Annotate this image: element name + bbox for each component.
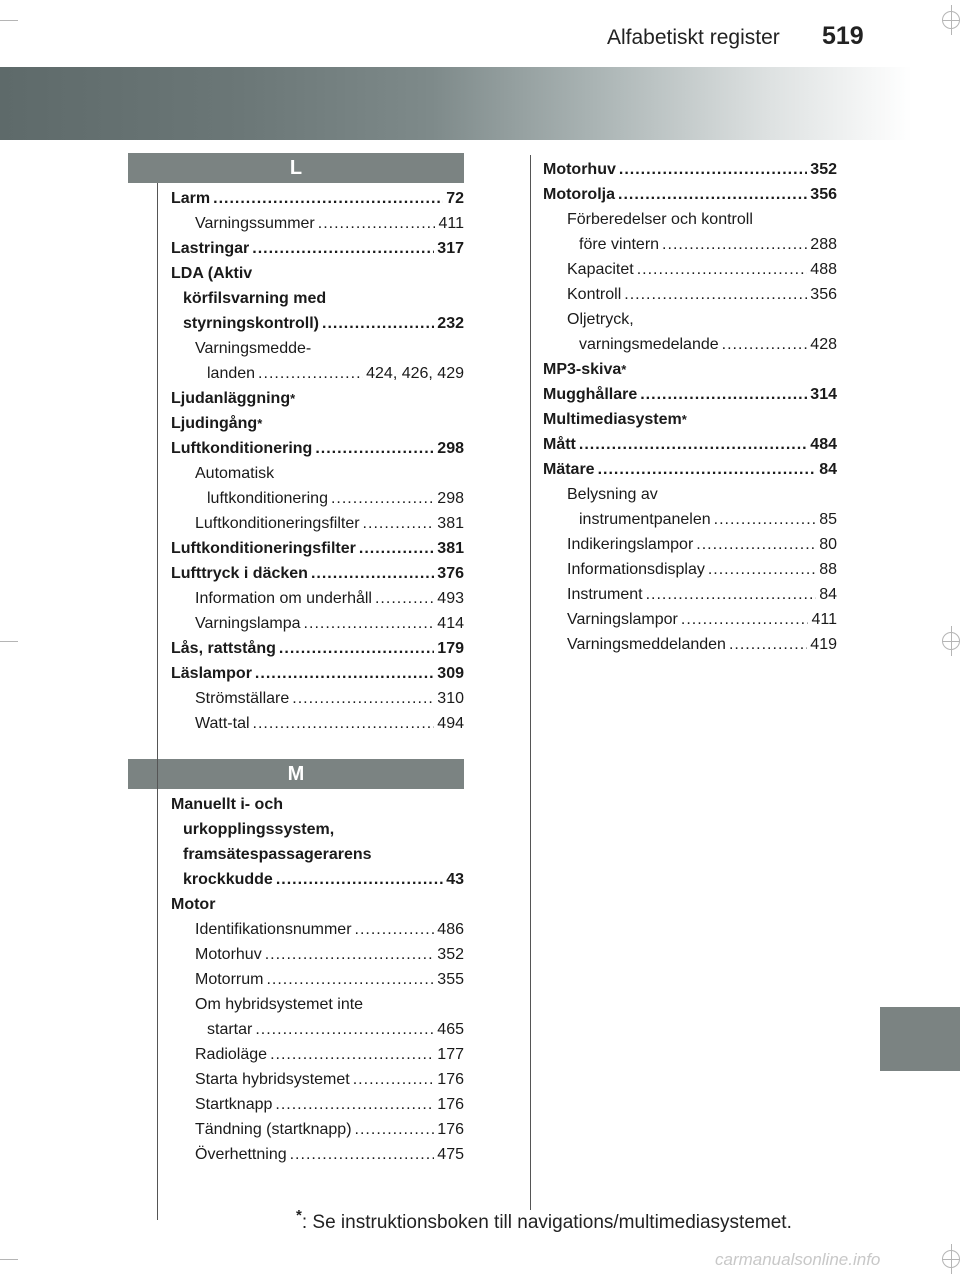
index-entry [543, 457, 837, 482]
index-entry-page: 486 [437, 921, 464, 938]
index-entry-term: Lås, rattstång [171, 640, 276, 657]
index-entry-term: varningsmedelande [579, 336, 719, 353]
index-entry-term: Läslampor [171, 665, 252, 682]
index-entry-term: körfilsvarning med [183, 290, 327, 307]
index-entry [171, 792, 464, 817]
dot-leader [640, 382, 807, 407]
dot-leader [318, 211, 436, 236]
index-entry [543, 482, 837, 507]
index-entry-page: 381 [437, 515, 464, 532]
index-entry [171, 942, 464, 967]
header-banner [0, 67, 960, 140]
dot-leader [355, 917, 435, 942]
index-entry: MP3-skiva * [543, 357, 837, 382]
index-entry [171, 336, 464, 361]
index-entry [543, 582, 837, 607]
index-entry-page: 484 [810, 436, 837, 453]
index-entry [171, 661, 464, 686]
index-entry-page: 84 [819, 461, 837, 478]
index-entry [171, 867, 464, 892]
crop-mark [0, 1259, 18, 1260]
index-entry-term: Automatisk [195, 465, 275, 482]
index-entry [171, 311, 464, 336]
index-entry-page: 424, 426, 429 [366, 365, 464, 382]
index-entry-term: Förberedelser och kontroll [567, 211, 753, 228]
index-entry-page: 85 [819, 511, 837, 528]
index-entry-page: 80 [819, 536, 837, 553]
dot-leader [265, 942, 435, 967]
index-entry [171, 186, 464, 211]
index-entry-page: 465 [437, 1021, 464, 1038]
index-entry-page: 381 [437, 540, 464, 557]
index-entry-term: luftkonditionering [207, 490, 328, 507]
dot-leader [624, 282, 807, 307]
index-entry [171, 636, 464, 661]
index-entry [171, 486, 464, 511]
index-entry-term: krockkudde [183, 871, 273, 888]
dot-leader [619, 157, 807, 182]
index-entry-term: Tändning (startknapp) [195, 1121, 352, 1138]
index-entry-page: 176 [437, 1121, 464, 1138]
dot-leader [213, 186, 443, 211]
index-entry-term: Varningssummer [195, 215, 315, 232]
dot-leader [322, 311, 434, 336]
index-entry [543, 557, 837, 582]
footnote-asterisk: * [296, 1207, 302, 1224]
index-entry [543, 232, 837, 257]
index-entry-term: Information om underhåll [195, 590, 372, 607]
index-entry-page: 179 [437, 640, 464, 657]
index-entry-term: Luftkonditionering [171, 440, 313, 457]
index-entry-term: Varningslampor [567, 611, 678, 628]
index-entry [171, 211, 464, 236]
index-entry-page: 310 [437, 690, 464, 707]
dot-leader [292, 686, 434, 711]
index-entry-term: Om hybridsystemet inte [195, 996, 364, 1013]
index-entry-term: framsätespassagerarens [183, 846, 372, 863]
index-entry-term: Multimediasystem [543, 411, 682, 428]
index-entry-page: 72 [446, 190, 464, 207]
dot-leader [253, 711, 435, 736]
index-entry-page: 411 [811, 611, 837, 628]
index-entry-term: Lufttryck i däcken [171, 565, 308, 582]
index-entry-page: 376 [437, 565, 464, 582]
index-entry-term: Luftkonditioneringsfilter [171, 540, 356, 557]
index-entry [171, 1117, 464, 1142]
index-entry [171, 686, 464, 711]
index-entry [543, 507, 837, 532]
index-entry-term: Kontroll [567, 286, 622, 303]
index-entry-page: 314 [810, 386, 837, 403]
index-entry-term: Radioläge [195, 1046, 268, 1063]
dot-leader [266, 967, 434, 992]
index-entry-page: 298 [437, 440, 464, 457]
index-entry-term: urkopplingssystem, [183, 821, 335, 838]
index-entry-term: Mugghållare [543, 386, 638, 403]
index-entry [171, 1042, 464, 1067]
index-entry [543, 257, 837, 282]
index-entry-page: 232 [437, 315, 464, 332]
index-entry [171, 461, 464, 486]
index-entry [171, 261, 464, 286]
index-entry [171, 917, 464, 942]
crop-mark [942, 11, 960, 29]
index-entry-term: Startknapp [195, 1096, 273, 1113]
dot-leader [290, 1142, 435, 1167]
column-rule-left [157, 183, 158, 1220]
dot-leader [662, 232, 807, 257]
index-entry-term: Informationsdisplay [567, 561, 705, 578]
index-entry-term: Motorhuv [195, 946, 262, 963]
index-entry-term: Mätare [543, 461, 595, 478]
index-entry [171, 1017, 464, 1042]
index-entry-page: 356 [810, 186, 837, 203]
index-entry-term: Ljudanläggning [171, 390, 291, 407]
crop-mark [0, 20, 18, 21]
index-entry-term: Motorolja [543, 186, 615, 203]
index-entry [171, 1142, 464, 1167]
index-entry [543, 532, 837, 557]
index-entry-term: startar [207, 1021, 253, 1038]
index-entry-term: Belysning av [567, 486, 658, 503]
index-entry-term: Indikeringslampor [567, 536, 694, 553]
index-entry-page: 176 [437, 1096, 464, 1113]
dot-leader [331, 486, 434, 511]
index-entry-term: LDA (Aktiv [171, 265, 253, 282]
index-entry-page: 352 [437, 946, 464, 963]
index-entry [543, 332, 837, 357]
index-entry-term: Watt-tal [195, 715, 250, 732]
index-entry-page: 411 [438, 215, 464, 232]
index-entry-term: Larm [171, 190, 211, 207]
dot-leader [696, 532, 816, 557]
index-entry-term: Oljetryck, [567, 311, 634, 328]
index-entry [171, 611, 464, 636]
footnote [296, 1207, 792, 1234]
index-entry-term: Strömställare [195, 690, 290, 707]
index-entry-term: MP3-skiva [543, 361, 622, 378]
index-entry [171, 511, 464, 536]
footnote-text: : Se instruktionsboken till navigations/multimediasystemet. [301, 1212, 792, 1233]
index-entry-page: 355 [437, 971, 464, 988]
index-entry-page: 428 [810, 336, 837, 353]
index-entry-term: instrumentpanelen [579, 511, 711, 528]
dot-leader [714, 507, 817, 532]
index-list-m-continued [543, 157, 837, 657]
index-entry-page: 288 [810, 236, 837, 253]
index-entry [543, 607, 837, 632]
index-entry [171, 711, 464, 736]
index-entry [171, 236, 464, 261]
section-header-m: M [128, 759, 464, 789]
index-entry-term: landen [207, 365, 256, 382]
dot-leader [579, 432, 807, 457]
index-entry [543, 157, 837, 182]
dot-leader [375, 586, 434, 611]
index-entry-page: 84 [819, 586, 837, 603]
dot-leader [681, 607, 809, 632]
dot-leader [598, 457, 817, 482]
index-entry [171, 967, 464, 992]
chapter-thumb-tab [880, 1007, 960, 1071]
dot-leader [255, 1017, 434, 1042]
index-entry-term: Varningslampa [195, 615, 301, 632]
index-entry [171, 892, 464, 917]
index-entry-term: Kapacitet [567, 261, 634, 278]
index-entry: Ljudingång * [171, 411, 464, 436]
crop-mark [0, 641, 18, 642]
index-entry-page: 493 [437, 590, 464, 607]
index-entry: Multimediasystem * [543, 407, 837, 432]
column-rule-middle [530, 155, 531, 1210]
index-entry-term: före vintern [579, 236, 660, 253]
dot-leader [304, 611, 435, 636]
running-header-title: Alfabetiskt register [607, 26, 780, 49]
index-entry [543, 207, 837, 232]
index-entry [171, 561, 464, 586]
index-entry-term: Luftkonditioneringsfilter [195, 515, 360, 532]
watermark: carmanualsonline.info [715, 1250, 881, 1269]
index-entry-page: 176 [437, 1071, 464, 1088]
index-entry-term: Motorrum [195, 971, 264, 988]
index-entry [171, 992, 464, 1017]
index-list-m [171, 792, 464, 1167]
dot-leader [311, 561, 434, 586]
index-entry-term: Identifikationsnummer [195, 921, 352, 938]
index-entry [171, 586, 464, 611]
dot-leader [255, 661, 434, 686]
index-entry-page: 419 [810, 636, 837, 653]
index-entry-term: Lastringar [171, 240, 250, 257]
index-entry-term: Mått [543, 436, 576, 453]
dot-leader [729, 632, 807, 657]
dot-leader [279, 636, 434, 661]
index-entry [543, 182, 837, 207]
dot-leader [618, 182, 807, 207]
dot-leader [258, 361, 363, 386]
index-entry-page: 475 [437, 1146, 464, 1163]
dot-leader [722, 332, 808, 357]
index-entry-term: Varningsmeddelanden [567, 636, 726, 653]
index-entry-page: 356 [810, 286, 837, 303]
index-entry-term: Manuellt i- och [171, 796, 283, 813]
index-entry-term: Motor [171, 896, 216, 913]
index-entry [543, 307, 837, 332]
index-entry [171, 361, 464, 386]
dot-leader [252, 236, 434, 261]
index-entry-page: 488 [810, 261, 837, 278]
dot-leader [353, 1067, 435, 1092]
index-entry [543, 432, 837, 457]
dot-leader [708, 557, 816, 582]
section-header-l: L [128, 153, 464, 183]
index-entry-term: Starta hybridsystemet [195, 1071, 350, 1088]
index-entry-page: 88 [819, 561, 837, 578]
index-entry [171, 1067, 464, 1092]
dot-leader [363, 511, 435, 536]
dot-leader [359, 536, 434, 561]
index-entry-page: 43 [446, 871, 464, 888]
index-entry-page: 352 [810, 161, 837, 178]
index-entry [171, 1092, 464, 1117]
index-entry [171, 842, 464, 867]
index-entry-page: 414 [437, 615, 464, 632]
index-entry-term: Varningsmedde- [195, 340, 312, 357]
index-entry-page: 494 [437, 715, 464, 732]
index-entry [543, 282, 837, 307]
dot-leader [276, 867, 443, 892]
crop-mark [942, 1250, 960, 1268]
index-entry [543, 632, 837, 657]
page-number: 519 [822, 22, 864, 50]
crop-mark [942, 632, 960, 650]
index-entry-page: 317 [437, 240, 464, 257]
index-entry-page: 309 [437, 665, 464, 682]
index-entry [171, 436, 464, 461]
index-entry-term: Överhettning [195, 1146, 287, 1163]
index-entry: Ljudanläggning * [171, 386, 464, 411]
index-entry [171, 817, 464, 842]
dot-leader [637, 257, 808, 282]
index-list-l [171, 186, 464, 736]
index-entry-page: 177 [437, 1046, 464, 1063]
index-entry-page: 298 [437, 490, 464, 507]
dot-leader [270, 1042, 434, 1067]
index-entry-term: styrningskontroll) [183, 315, 320, 332]
dot-leader [646, 582, 817, 607]
dot-leader [315, 436, 434, 461]
index-entry [171, 536, 464, 561]
index-entry-term: Instrument [567, 586, 643, 603]
index-entry-term: Ljudingång [171, 415, 258, 432]
dot-leader [355, 1117, 435, 1142]
index-entry [171, 286, 464, 311]
index-entry [543, 382, 837, 407]
index-entry-term: Motorhuv [543, 161, 616, 178]
dot-leader [275, 1092, 434, 1117]
